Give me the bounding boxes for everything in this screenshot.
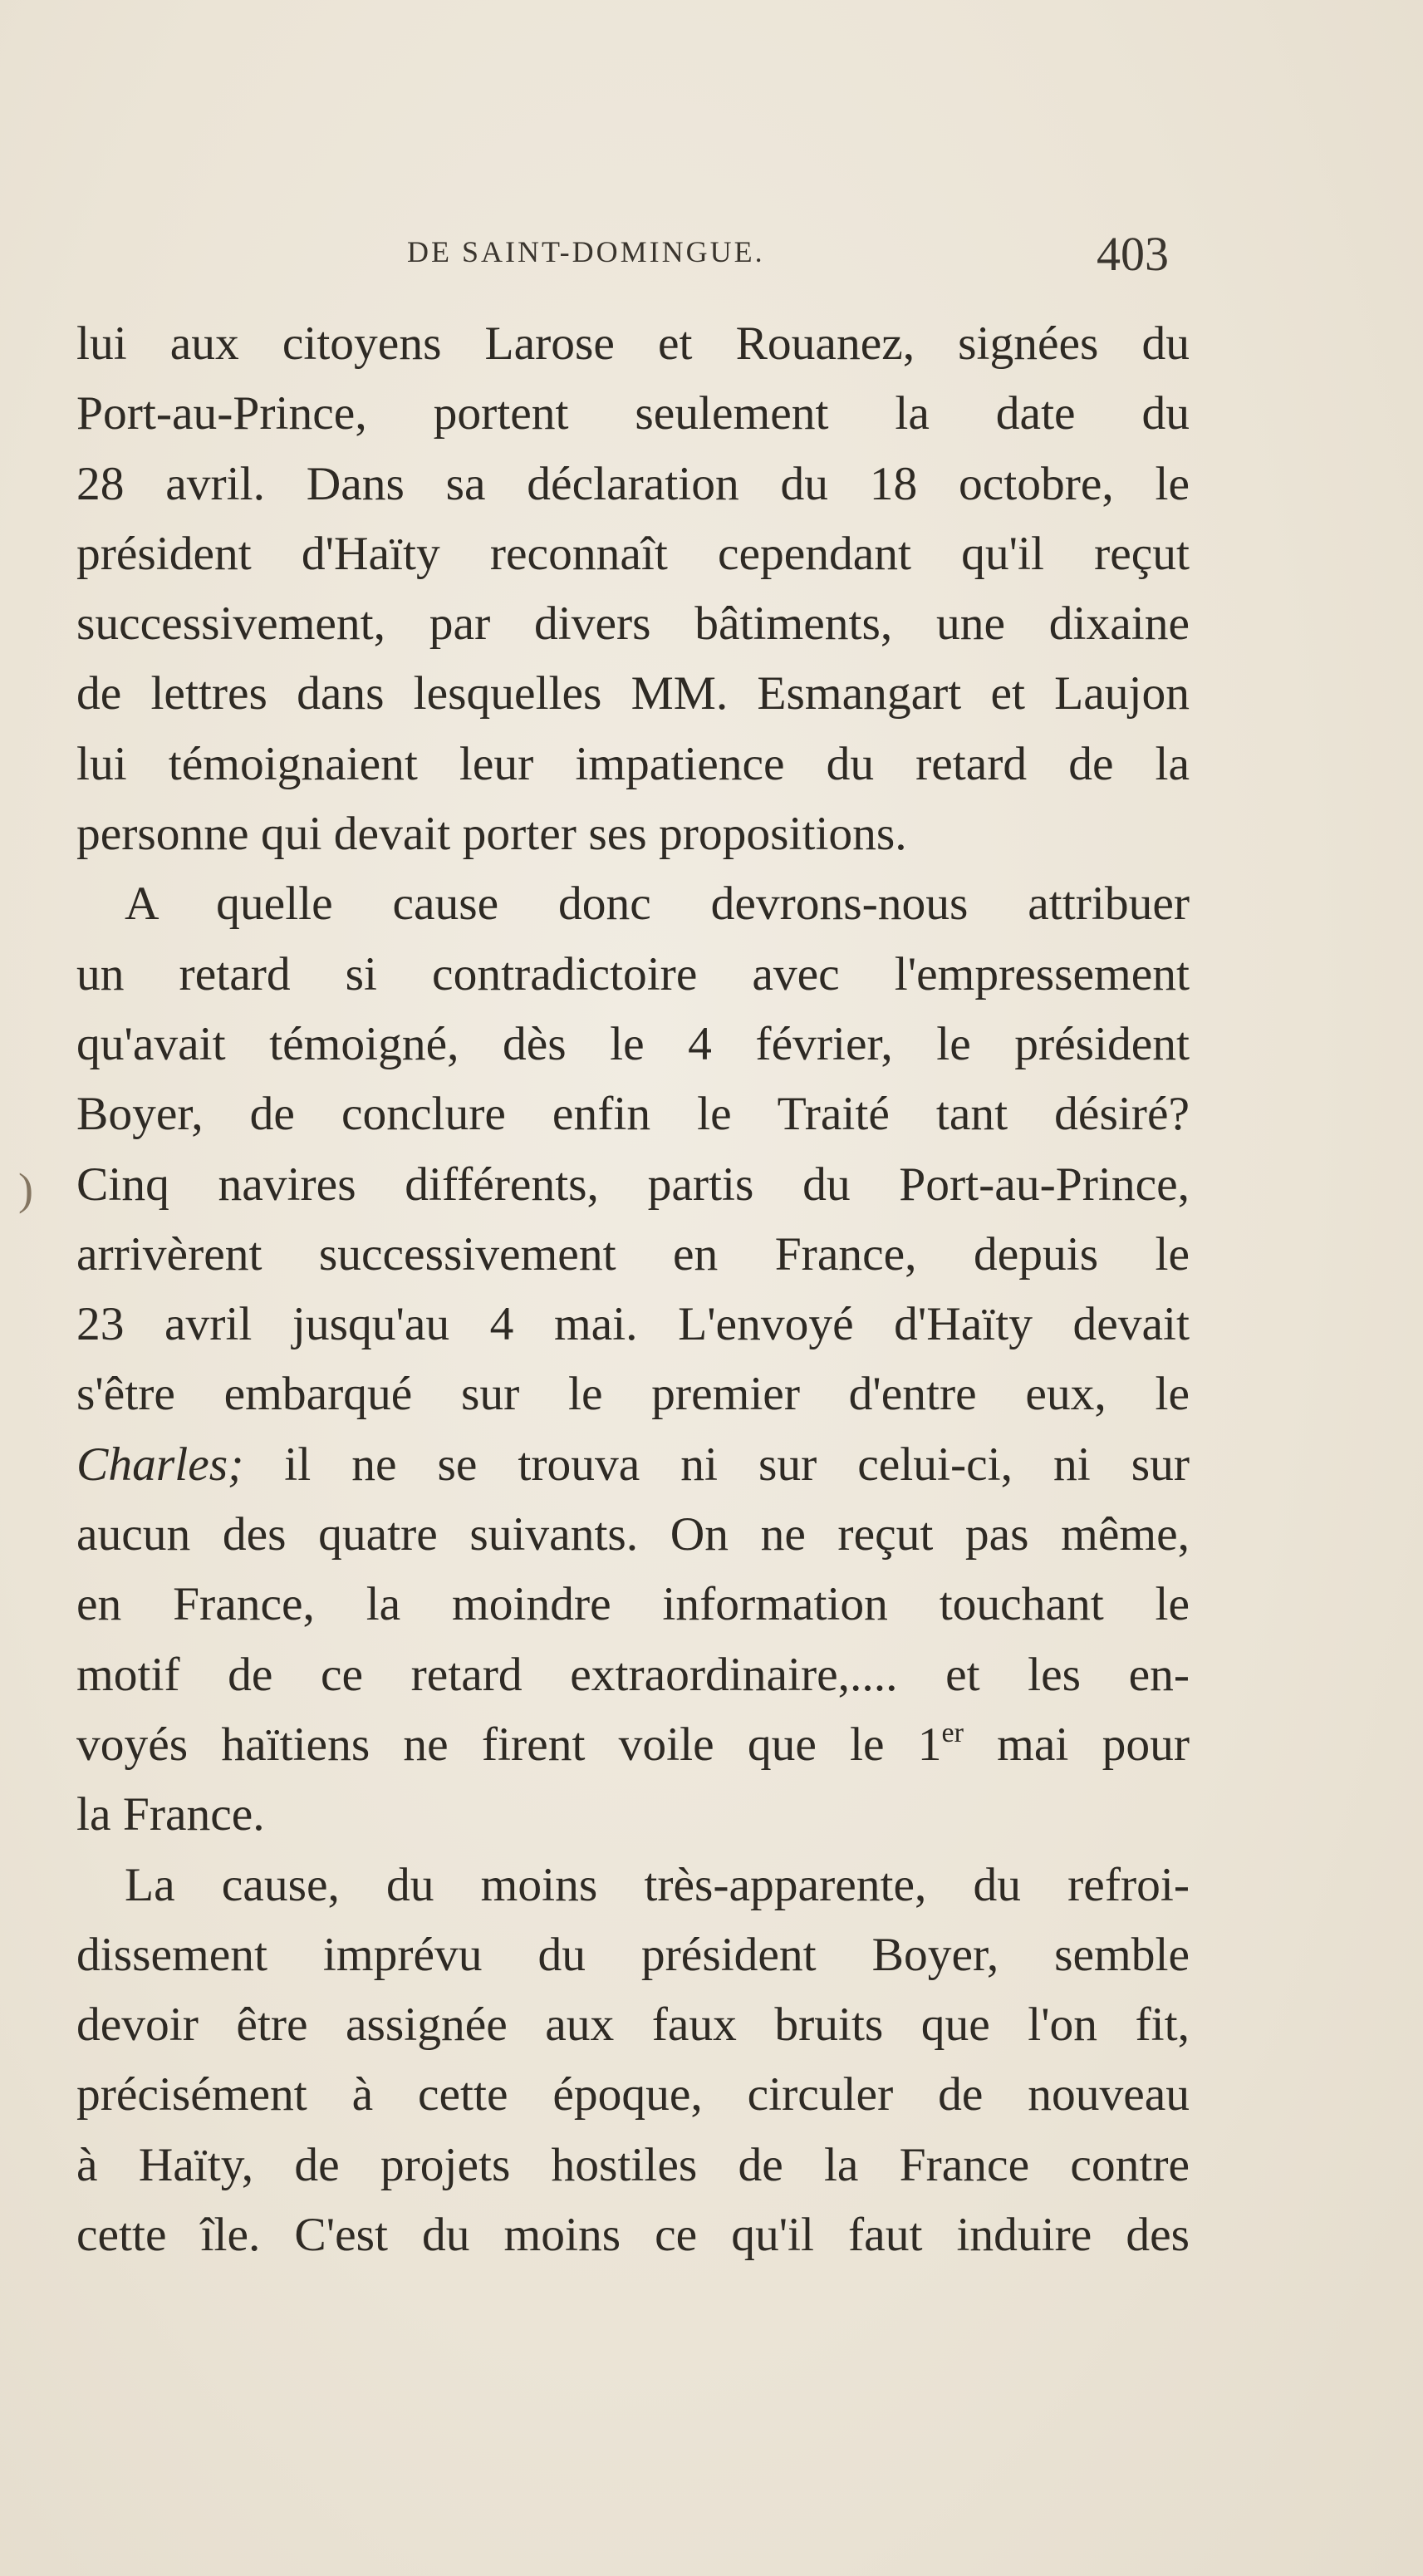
- text-line: Cinq navires différents, partis du Port-au-Prince,: [76, 1158, 1190, 1211]
- text-line: lui témoignaient leur impatience du retard de la: [76, 737, 1190, 790]
- text-line: cette île. C'est du moins ce qu'il faut induire des: [76, 2209, 1190, 2262]
- text-line: arrivèrent successivement en France, depuis le: [76, 1227, 1190, 1281]
- margin-mark: ): [18, 1164, 33, 1214]
- text-line: qu'avait témoigné, dès le 4 février, le président: [76, 1017, 1190, 1070]
- ship-name: Charles;: [76, 1438, 244, 1491]
- page-number: 403: [1097, 227, 1169, 281]
- text-line: Port-au-Prince, portent seulement la date du: [76, 387, 1190, 440]
- text-line: un retard si contradictoire avec l'empressement: [76, 947, 1190, 1000]
- text-line: de lettres dans lesquelles MM. Esmangart et Laujon: [76, 667, 1190, 720]
- text-line: 23 avril jusqu'au 4 mai. L'envoyé d'Haïty devait: [76, 1298, 1190, 1351]
- text-line: la France.: [76, 1788, 265, 1841]
- body-text: [76, 309, 1190, 2270]
- text-line: à Haïty, de projets hostiles de la France contre: [76, 2138, 1190, 2191]
- text-line: précisément à cette époque, circuler de nouveau: [76, 2068, 1190, 2121]
- text-line: A quelle cause donc devrons-nous attribuer: [125, 878, 1190, 931]
- text-line: 28 avril. Dans sa déclaration du 18 octobre, le: [76, 457, 1190, 510]
- text-line-superscript: voyés haïtiens ne firent voile que le 1er mai pour: [76, 1717, 1190, 1771]
- text-line: Boyer, de conclure enfin le Traité tant désiré?: [76, 1088, 1190, 1141]
- text-line: successivement, par divers bâtiments, une dixaine: [76, 597, 1190, 651]
- text-line-italic-start: Charles; il ne se trouva ni sur celui-ci, ni sur: [76, 1438, 1190, 1491]
- text-line: dissement imprévu du président Boyer, semble: [76, 1928, 1190, 1981]
- ordinal-superscript: er: [941, 1717, 964, 1748]
- running-head: [0, 227, 1423, 293]
- text-line: motif de ce retard extraordinaire,.... et les en-: [76, 1648, 1190, 1701]
- text-line: personne qui devait porter ses propositions.: [76, 808, 907, 861]
- running-title: DE SAINT-DOMINGUE.: [407, 235, 765, 268]
- text-line: La cause, du moins très-apparente, du refroi-: [125, 1858, 1190, 1911]
- text-line: s'être embarqué sur le premier d'entre eux, le: [76, 1368, 1190, 1421]
- text-line: en France, la moindre information touchant le: [76, 1578, 1190, 1631]
- text-line: lui aux citoyens Larose et Rouanez, signées du: [76, 317, 1190, 370]
- text-line: devoir être assignée aux faux bruits que l'on fit,: [76, 1998, 1190, 2052]
- text-line: aucun des quatre suivants. On ne reçut pas même,: [76, 1508, 1190, 1561]
- text-line: président d'Haïty reconnaît cependant qu'il reçut: [76, 527, 1190, 580]
